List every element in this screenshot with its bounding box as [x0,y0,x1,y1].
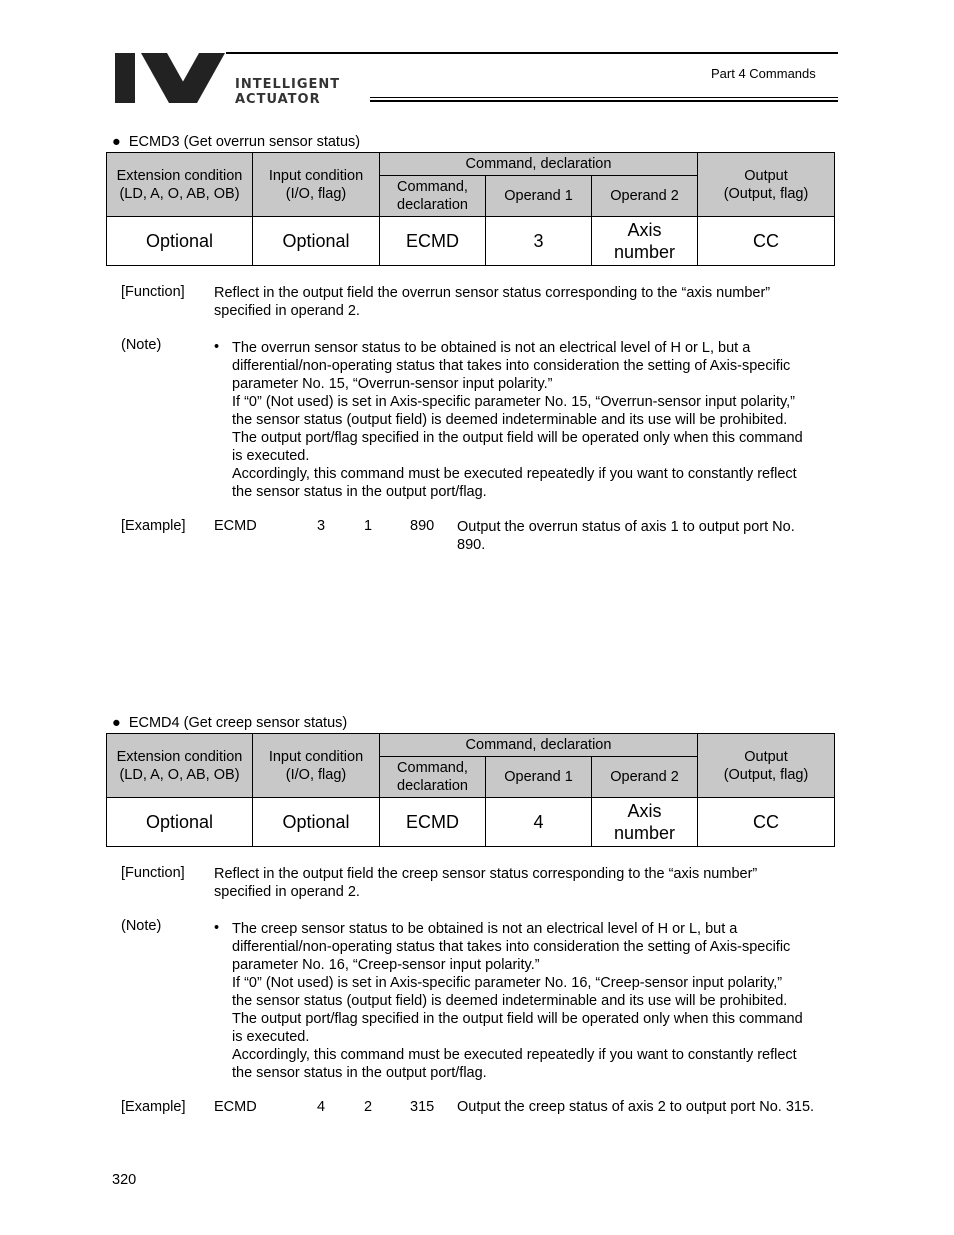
cell-ext: Optional [107,798,253,847]
cell-operand2: Axis number [592,798,698,847]
bullet-icon: • [214,339,220,355]
function-text: Reflect in the output field the creep sensor status corresponding to the “axis number” specified in operand 2. [214,866,758,900]
example-output: 315 [410,1099,435,1115]
example-description: Output the creep status of axis 2 to output port No. 315. [457,1099,815,1115]
cell-output: CC [698,798,835,847]
cell-operand1: 4 [486,798,592,847]
part-label: Part 4 Commands [711,66,816,81]
header-operand1: Operand 1 [486,176,592,217]
example-label: [Example] [121,1099,186,1115]
header-operand2: Operand 2 [592,176,698,217]
header-command-group: Command, declaration [380,153,698,176]
table-row [107,217,835,266]
cell-ext: Optional [107,217,253,266]
header-ext: Extension condition (LD, A, O, AB, OB) [107,153,253,217]
bullet-icon: ● [112,715,121,731]
cell-command: ECMD [380,798,486,847]
example-command: ECMD [214,518,257,534]
example-operand1: 3 [317,518,326,534]
header-ext: Extension condition (LD, A, O, AB, OB) [107,734,253,798]
example-command: ECMD [214,1099,257,1115]
table-row [107,798,835,847]
header-rule-bottom1 [370,97,838,98]
example-operand2: 1 [364,518,373,534]
ix-logo-icon [115,53,227,103]
function-text: Reflect in the output field the overrun sensor status corresponding to the “axis number” specified in operand 2. [214,285,771,319]
header-command-group: Command, declaration [380,734,698,757]
header-operand2: Operand 2 [592,757,698,798]
section-title: ● ECMD4 (Get creep sensor status) [112,715,348,731]
command-table [106,733,835,847]
function-label: [Function] [121,865,185,881]
section-title: ● ECMD3 (Get overrun sensor status) [112,134,361,150]
example-description: Output the overrun status of axis 1 to output port No. 890. [457,519,795,553]
note-text: The overrun sensor status to be obtained is not an electrical level of H or L, but a differential/non-operating status that takes into consideration the setting of Axis-specific parameter No. 15, “Overrun-sensor input polarity.” If “0” (Not used) is set in Axis-specific parameter No. 15, “Overrun-sensor input polarity,” the sensor status (output field) is deemed indeterminable and its use will be prohibited. The output port/flag specified in the output field will be operated only when this command is executed. Accordingly, this command must be executed repeatedly if you want to constantly reflect the sensor status in the output port/flag. [232,340,803,500]
cell-input: Optional [253,217,380,266]
header-command: Command, declaration [380,176,486,217]
cell-operand1: 3 [486,217,592,266]
page-number: 320 [112,1172,137,1188]
bullet-icon: ● [112,134,121,150]
header-output: Output (Output, flag) [698,153,835,217]
cell-output: CC [698,217,835,266]
note-text: The creep sensor status to be obtained is not an electrical level of H or L, but a differential/non-operating status that takes into consideration the setting of Axis-specific parameter No. 16, “Creep-sensor input polarity.” If “0” (Not used) is set in Axis-specific parameter No. 16, “Creep-sensor input polarity,” the sensor status (output field) is deemed indeterminable and its use will be prohibited. The output port/flag specified in the output field will be operated only when this command is executed. Accordingly, this command must be executed repeatedly if you want to constantly reflect the sensor status in the output port/flag. [232,921,803,1081]
cell-operand2: Axis number [592,217,698,266]
header-rule-top [226,52,838,54]
example-operand1: 4 [317,1099,326,1115]
header-operand1: Operand 1 [486,757,592,798]
header-input: Input condition (I/O, flag) [253,153,380,217]
header-input: Input condition (I/O, flag) [253,734,380,798]
example-output: 890 [410,518,435,534]
header-output: Output (Output, flag) [698,734,835,798]
example-operand2: 2 [364,1099,373,1115]
logo-line2: ACTUATOR [235,92,321,107]
function-label: [Function] [121,284,185,300]
note-label: (Note) [121,337,162,353]
header-command: Command, declaration [380,757,486,798]
example-label: [Example] [121,518,186,534]
logo-line1: INTELLIGENT [235,77,341,92]
cell-command: ECMD [380,217,486,266]
bullet-icon: • [214,920,220,936]
note-label: (Note) [121,918,162,934]
command-table [106,152,835,266]
header-rule-bottom2 [370,100,838,102]
cell-input: Optional [253,798,380,847]
